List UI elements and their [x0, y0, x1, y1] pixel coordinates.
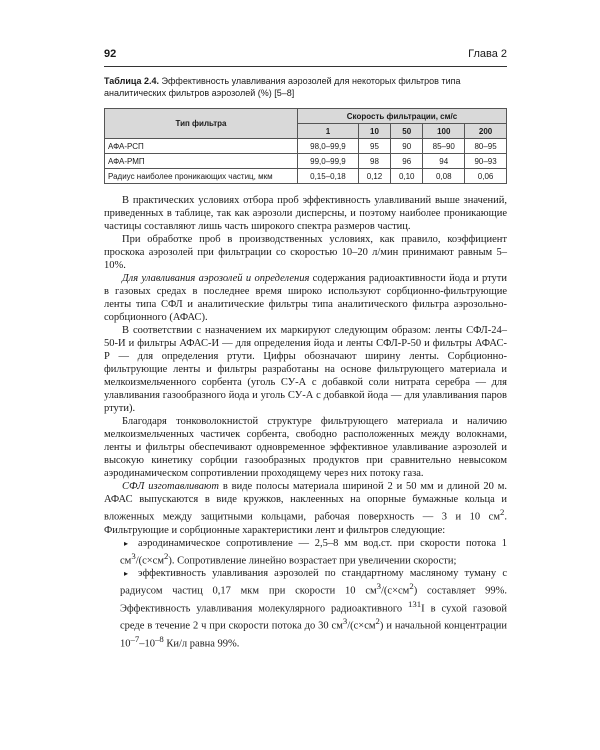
table-cell: 0,12 — [358, 169, 390, 184]
filter-name: АФА-РСП — [105, 139, 298, 154]
bullet-text: ) и начальной концентрации 10 — [120, 620, 507, 649]
superscript: 2 — [500, 507, 505, 517]
bullet-text: ) составляет 99%. Эффективность улавливания молекулярного радиоактивного — [120, 585, 508, 614]
table-caption-label: Таблица 2.4. — [104, 76, 160, 86]
italic-lead: Для улавливания аэрозолей и определения — [122, 273, 310, 284]
bullet-arrow-icon: ▸ — [124, 569, 129, 578]
paragraph: В практических условиях отбора проб эффективность улавливаний выше значений, приведенных в таблице, так как аэрозоли дисперсны, и поэтому наиболее проникающие частицы составляют лишь часть широкого спектра размеров частиц. — [104, 195, 507, 232]
paragraph — [104, 480, 507, 537]
filter-name: Радиус наиболее проникающих частиц, мкм — [105, 169, 298, 184]
speed-group-header: Скорость фильтрации, см/с — [298, 109, 507, 124]
paragraph-text: в виде полосы материала шириной 2 и 50 мм и длиной 20 м. АФАС выпускаются в виде кружков, наклеенных на опорные бумажные кольца и вложенных между защитными кольцами, рабочая поверхность — 3 и 10 см — [104, 481, 508, 523]
page-number: 92 — [104, 48, 117, 60]
bullet-text: –10 — [139, 638, 155, 649]
filter-name: АФА-РМП — [105, 154, 298, 169]
paragraph: Благодаря тонковолокнистой структуре фильтрующего материала и наличию мелкоизмельченных частичек сорбента, свободно расположенных между волокнами, ленты и фильтры обеспечивают одновременное эффективное улавливание аэрозолей и высокую кинетику сорбции газообразных продуктов при сравнительно невысоком аэродинамическом сопротивлении проходящему через них потоку газа. — [104, 416, 507, 479]
bullet-item — [104, 567, 507, 650]
bullet-text: Ки/л равна 99%. — [163, 638, 240, 649]
paragraph: В соответствии с назначением их маркируют следующим образом: ленты СФЛ-24–50-И и фильтры АФАС-И — для определения йода и ленты СФЛ-Р-50 и фильтры АФАС-Р — для определения ртути. Цифры обозначают ширину ленты. Сорбционно-фильтрующие ленты и фильтры разработаны на основе фильтрующего материала и мелкоизмельченного сорбента (уголь СУ-А с добавкой соли нитрата серебра — для улавливания газообразного йода и уголь СУ-А с добавкой йода — для улавливания паров ртути). — [104, 325, 507, 414]
table-cell: 0,10 — [391, 169, 423, 184]
bullet-item — [104, 537, 507, 568]
bullet-text: /(с×см — [135, 555, 164, 566]
speed-header: 50 — [391, 124, 423, 139]
speed-header: 10 — [358, 124, 390, 139]
superscript: 2 — [375, 616, 380, 626]
superscript: 3 — [342, 616, 348, 626]
bullet-arrow-icon: ▸ — [124, 538, 129, 548]
body-text — [104, 194, 507, 650]
table-cell: 98 — [358, 154, 390, 169]
paragraph — [104, 272, 507, 324]
table-cell: 99,0–99,9 — [298, 154, 359, 169]
paragraph: При обработке проб в производственных условиях, как правило, коэффициент проскока аэрозолей при фильтрации со скоростью 10–20 л/мин принимают равным 5–10%. — [104, 234, 507, 271]
table-cell: 96 — [391, 154, 423, 169]
page-header — [104, 46, 507, 66]
header-rule — [104, 66, 507, 67]
table-caption-text: Эффективность улавливания аэрозолей для некоторых фильтров типа аналитических фильтров аэрозолей (%) [5–8] — [104, 76, 461, 98]
bullet-text: ). Сопротивление линейно возрастает при увеличении скорости; — [168, 555, 457, 566]
bullet-text: /(с×см — [381, 585, 410, 597]
superscript: –7 — [130, 633, 140, 644]
table-row — [105, 169, 507, 184]
table-row — [105, 139, 507, 154]
table-row — [105, 154, 507, 169]
superscript: 3 — [376, 581, 382, 591]
paragraph-text: содержания радиоактивности йода и ртути в газовых средах в последнее время широко используют сорбционно-фильтрующие ленты типа СФЛ и аналитические фильтры типа аналитического фильтра аэрозольно-сорбционного (АФАС). — [104, 273, 507, 323]
efficiency-table — [104, 108, 507, 184]
superscript: –8 — [155, 633, 164, 644]
speed-header: 200 — [465, 124, 507, 139]
table-cell: 0,06 — [465, 169, 507, 184]
table-cell: 98,0–99,9 — [298, 139, 359, 154]
table-cell: 0,15–0,18 — [298, 169, 359, 184]
superscript: 3 — [131, 550, 136, 561]
superscript: 131 — [408, 598, 422, 609]
bullet-text: эффективность улавливания аэрозолей по стандартному масляному туману с радиусом частиц 0,17 мкм при скорости 10 см — [120, 568, 507, 597]
chapter-label: Глава 2 — [468, 48, 507, 60]
table-cell: 0,08 — [423, 169, 465, 184]
speed-header: 1 — [298, 124, 359, 139]
table-cell: 90–93 — [465, 154, 507, 169]
superscript: 2 — [164, 550, 169, 561]
table-header-row — [105, 109, 507, 124]
table-cell: 80–95 — [465, 139, 507, 154]
filter-type-header: Тип фильтра — [105, 109, 298, 139]
table-cell: 95 — [358, 139, 390, 154]
table-cell: 94 — [423, 154, 465, 169]
table-caption — [104, 75, 507, 99]
bullet-text: /(с×см — [347, 620, 376, 632]
speed-header: 100 — [423, 124, 465, 139]
bullet-text: аэродинамическое сопротивление — 2,5–8 мм вод.ст. при скорости потока 1 см — [120, 537, 507, 566]
table-cell: 85–90 — [423, 139, 465, 154]
bullet-text: I в сухой газовой среде в течение 2 ч при скорости потока до 30 см — [120, 603, 507, 632]
table-cell: 90 — [391, 139, 423, 154]
paragraph-text: . Фильтрующие и сорбционные характеристики лент и фильтров следующие: — [104, 511, 507, 536]
superscript: 2 — [409, 581, 414, 591]
italic-lead: СФЛ изготавливают — [122, 481, 220, 492]
